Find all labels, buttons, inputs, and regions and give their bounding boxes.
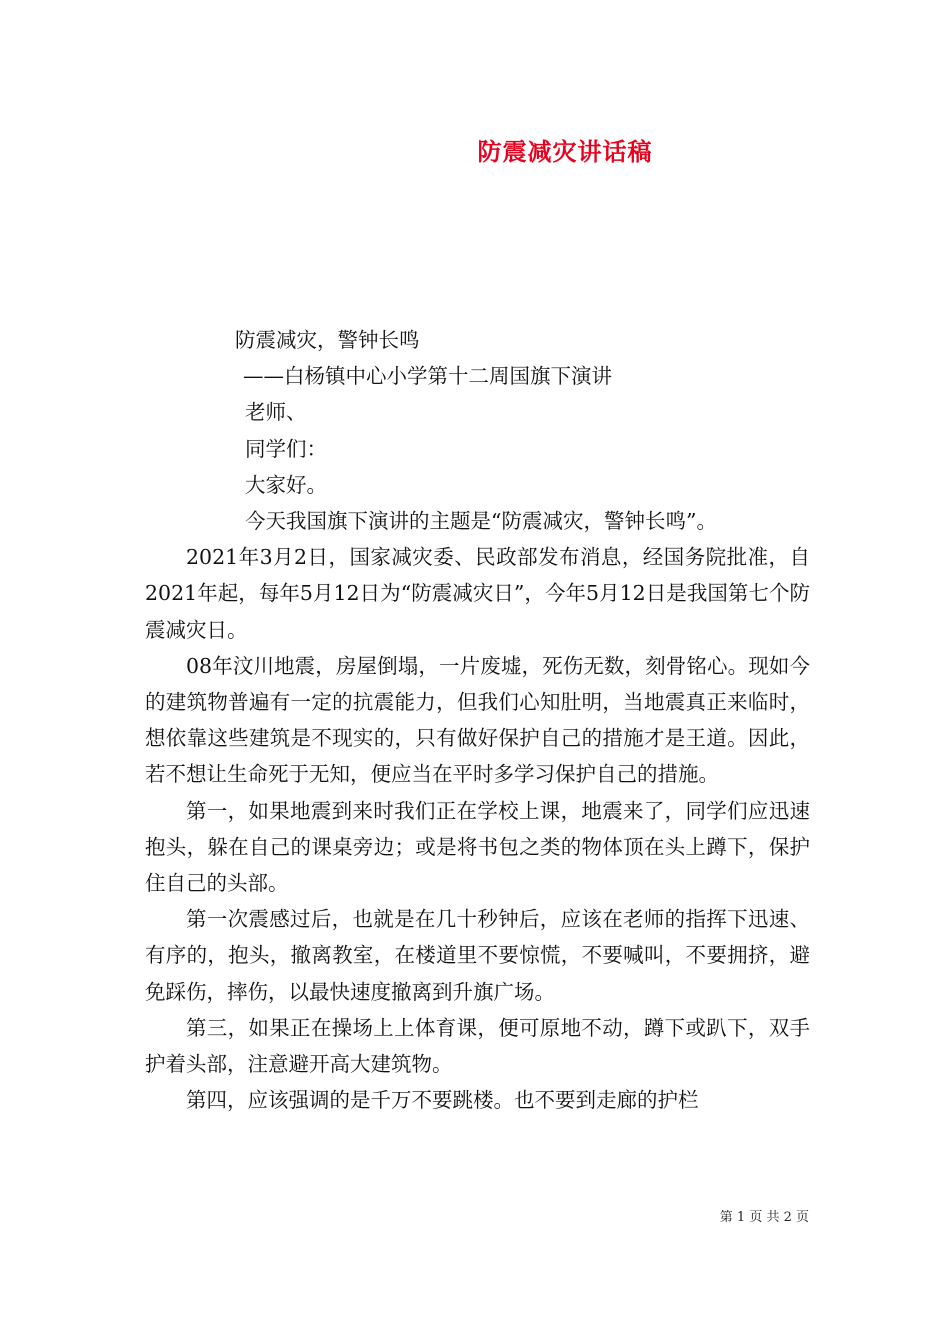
paragraph: 第一次震感过后，也就是在几十秒钟后，应该在老师的指挥下迅速、有序的，抱头，撤离教室，在楼道里不要惊慌，不要喊叫，不要拥挤，避免踩伤，摔伤，以最快速度撤离到升旗广场。 — [145, 907, 810, 1004]
paragraph: 第一，如果地震到来时我们正在学校上课，地震来了，同学们应迅速抱头，躲在自己的课桌旁边；或是将书包之类的物体顶在头上蹲下，保护住自己的头部。 — [145, 798, 810, 896]
page-number: 第 1 页 共 2 页 — [719, 1210, 809, 1225]
document-body — [145, 322, 810, 1118]
paragraph: 第三，如果正在操场上上体育课，便可原地不动，蹲下或趴下，双手护着头部，注意避开高大建筑物。 — [145, 1015, 810, 1077]
intro-line: 今天我国旗下演讲的主题是“防震减灾，警钟长鸣”。 — [245, 509, 717, 534]
paragraph: 08年汶川地震，房屋倒塌，一片废墟，死伤无数，刻骨铭心。现如今的建筑物普遍有一定的抗震能力，但我们心知肚明，当地震真正来临时，想依靠这些建筑是不现实的，只有做好保护自己的措施才是王道。因此，若不想让生命死于无知，便应当在平时多学习保护自己的措施。 — [145, 653, 810, 787]
greeting: 大家好。 — [245, 472, 327, 497]
paragraph: 2021年3月2日，国家减灾委、民政部发布消息，经国务院批准，自2021年起，每年5月12日为“防震减灾日”，今年5月12日是我国第七个防震减灾日。 — [145, 545, 810, 642]
salutation-teachers: 老师、 — [245, 400, 307, 425]
document-title: 防震减灾讲话稿 — [477, 137, 653, 166]
paragraph: 第四，应该强调的是千万不要跳楼。也不要到走廊的护栏 — [186, 1088, 699, 1113]
speech-byline: ——白杨镇中心小学第十二周国旗下演讲 — [243, 364, 612, 389]
speech-subtitle: 防震减灾，警钟长鸣 — [235, 328, 420, 352]
salutation-students: 同学们： — [245, 436, 327, 461]
